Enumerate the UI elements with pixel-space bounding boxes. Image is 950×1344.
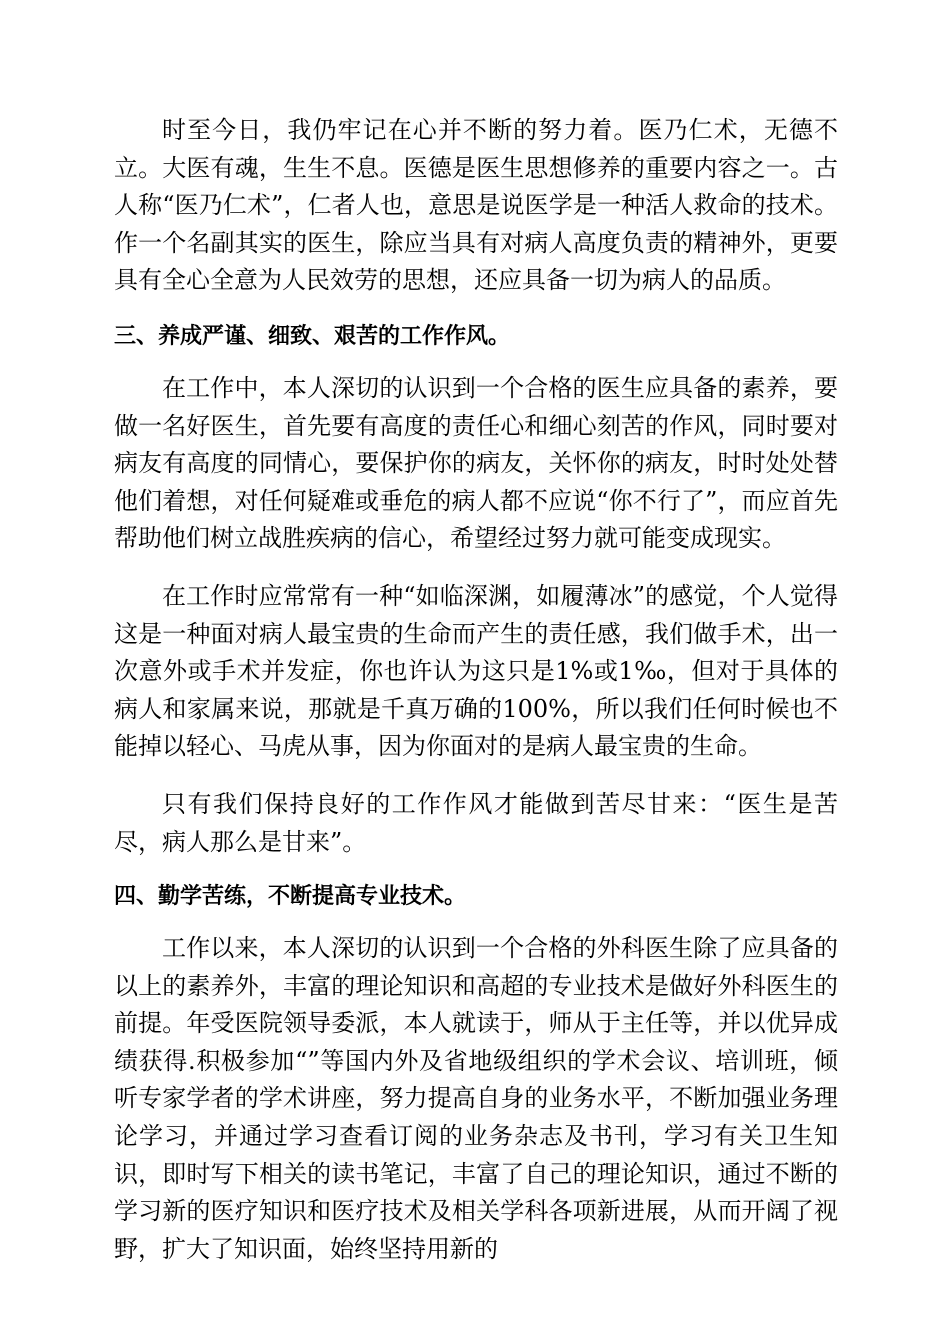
section-heading-professional-skills: 四、勤学苦练，不断提高专业技术。 [114, 884, 467, 909]
paragraph-continuous-learning: 工作以来，本人深切的认识到一个合格的外科医生除了应具备的以上的素养外，丰富的理论知识和高超的专业技术是做好外科医生的前提。年受医院领导委派，本人就读于，师从于主任等，并以优异成绩获得.积极参加“”等国内外及省地级组织的学术会议、培训班，倾听专家学者的学术讲座，努力提高自身的业务水平，不断加强业务理论学习，并通过学习查看订阅的业务杂志及书刊，学习有关卫生知识，即时写下相关的读书笔记，丰富了自己的理论知识，通过不断的学习新的医疗知识和医疗技术及相关学科各项新进展，从而开阔了视野，扩大了知识面，始终坚持用新的 [114, 934, 838, 1263]
paragraph-good-work-style: 只有我们保持良好的工作作风才能做到苦尽甘来：“医生是苦尽，病人那么是甘来”。 [114, 790, 838, 856]
paragraph-responsibility: 在工作中，本人深切的认识到一个合格的医生应具备的素养，要做一名好医生，首先要有高度的责任心和细心刻苦的作风，同时要对病友有高度的同情心，要保护你的病友，关怀你的病友，时时处处替他们着想，对任何疑难或垂危的病人都不应说“你不行了”，而应首先帮助他们树立战胜疾病的信心，希望经过努力就可能变成现实。 [114, 374, 838, 553]
paragraph-medical-ethics: 时至今日，我仍牢记在心并不断的努力着。医乃仁术，无德不立。大医有魂，生生不息。医德是医生思想修养的重要内容之一。古人称“医乃仁术”，仁者人也，意思是说医学是一种活人救命的技术。作一个名副其实的医生，除应当具有对病人高度负责的精神外，更要具有全心全意为人民效劳的思想，还应具备一切为病人的品质。 [114, 116, 838, 295]
paragraph-careful-work: 在工作时应常常有一种“如临深渊，如履薄冰”的感觉，个人觉得这是一种面对病人最宝贵的生命而产生的责任感，我们做手术，出一次意外或手术并发症，你也许认为这只是1%或1‰，但对于具体的病人和家属来说，那就是千真万确的100%，所以我们任何时候也不能掉以轻心、马虎从事，因为你面对的是病人最宝贵的生命。 [114, 582, 838, 761]
section-heading-work-style: 三、养成严谨、细致、艰苦的工作作风。 [114, 324, 511, 349]
